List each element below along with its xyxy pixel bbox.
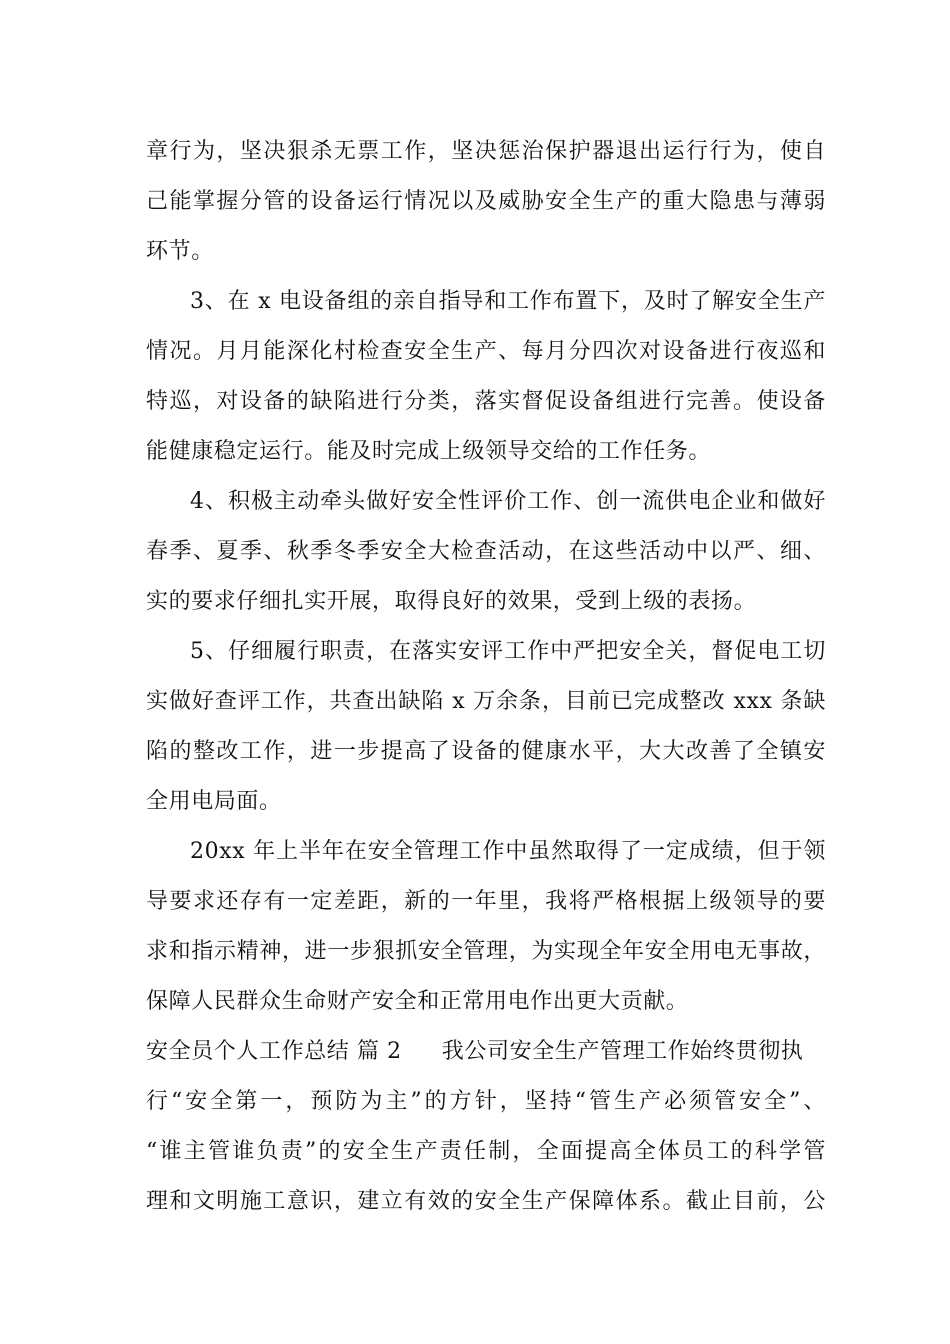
text-line: 全用电局面。 [146, 789, 282, 814]
text-line: “谁主管谁负责”的安全生产责任制，全面提高全体员工的科学管 [146, 1139, 826, 1164]
text-line: 章行为，坚决狠杀无票工作，坚决惩治保护器退出运行行为，使自 [146, 139, 826, 164]
text-line: 行“安全第一，预防为主”的方针，坚持“管生产必须管安全”、 [146, 1089, 826, 1114]
paragraph-5-line: 5、仔细履行职责，在落实安评工作中严把安全关，督促电工切 [190, 639, 826, 664]
text-line: 陷的整改工作，进一步提高了设备的健康水平，大大改善了全镇安 [146, 739, 826, 764]
text-line: 实的要求仔细扎实开展，取得良好的效果，受到上级的表扬。 [146, 589, 757, 614]
text-line: 理和文明施工意识，建立有效的安全生产保障体系。截止目前，公 [146, 1189, 826, 1214]
paragraph-4-line: 4、积极主动牵头做好安全性评价工作、创一流供电企业和做好 [190, 489, 826, 514]
text-line: 能健康稳定运行。能及时完成上级领导交给的工作任务。 [146, 439, 712, 464]
section-heading: 安全员个人工作总结 篇 2 [146, 1039, 402, 1064]
text-line: 环节。 [146, 239, 214, 264]
paragraph-3-line: 3、在 x 电设备组的亲自指导和工作布置下，及时了解安全生产 [190, 289, 826, 314]
text-line: 导要求还存有一定差距，新的一年里，我将严格根据上级领导的要 [146, 889, 826, 914]
text-line: 春季、夏季、秋季冬季安全大检查活动，在这些活动中以严、细、 [146, 539, 826, 564]
section-first-line: 我公司安全生产管理工作始终贯彻执 [441, 1039, 804, 1064]
text-line: 己能掌握分管的设备运行情况以及威胁安全生产的重大隐患与薄弱 [146, 189, 826, 214]
section-heading-line [146, 1036, 803, 1068]
summary-paragraph-line: 20xx 年上半年在安全管理工作中虽然取得了一定成绩，但于领 [190, 839, 826, 864]
text-line: 实做好查评工作，共查出缺陷 x 万余条，目前已完成整改 xxx 条缺 [146, 689, 826, 714]
text-line: 特巡，对设备的缺陷进行分类，落实督促设备组进行完善。使设备 [146, 389, 826, 414]
text-line: 情况。月月能深化村检查安全生产、每月分四次对设备进行夜巡和 [146, 339, 826, 364]
text-line: 求和指示精神，进一步狠抓安全管理，为实现全年安全用电无事故， [146, 939, 826, 964]
text-line: 保障人民群众生命财产安全和正常用电作出更大贡献。 [146, 989, 689, 1014]
